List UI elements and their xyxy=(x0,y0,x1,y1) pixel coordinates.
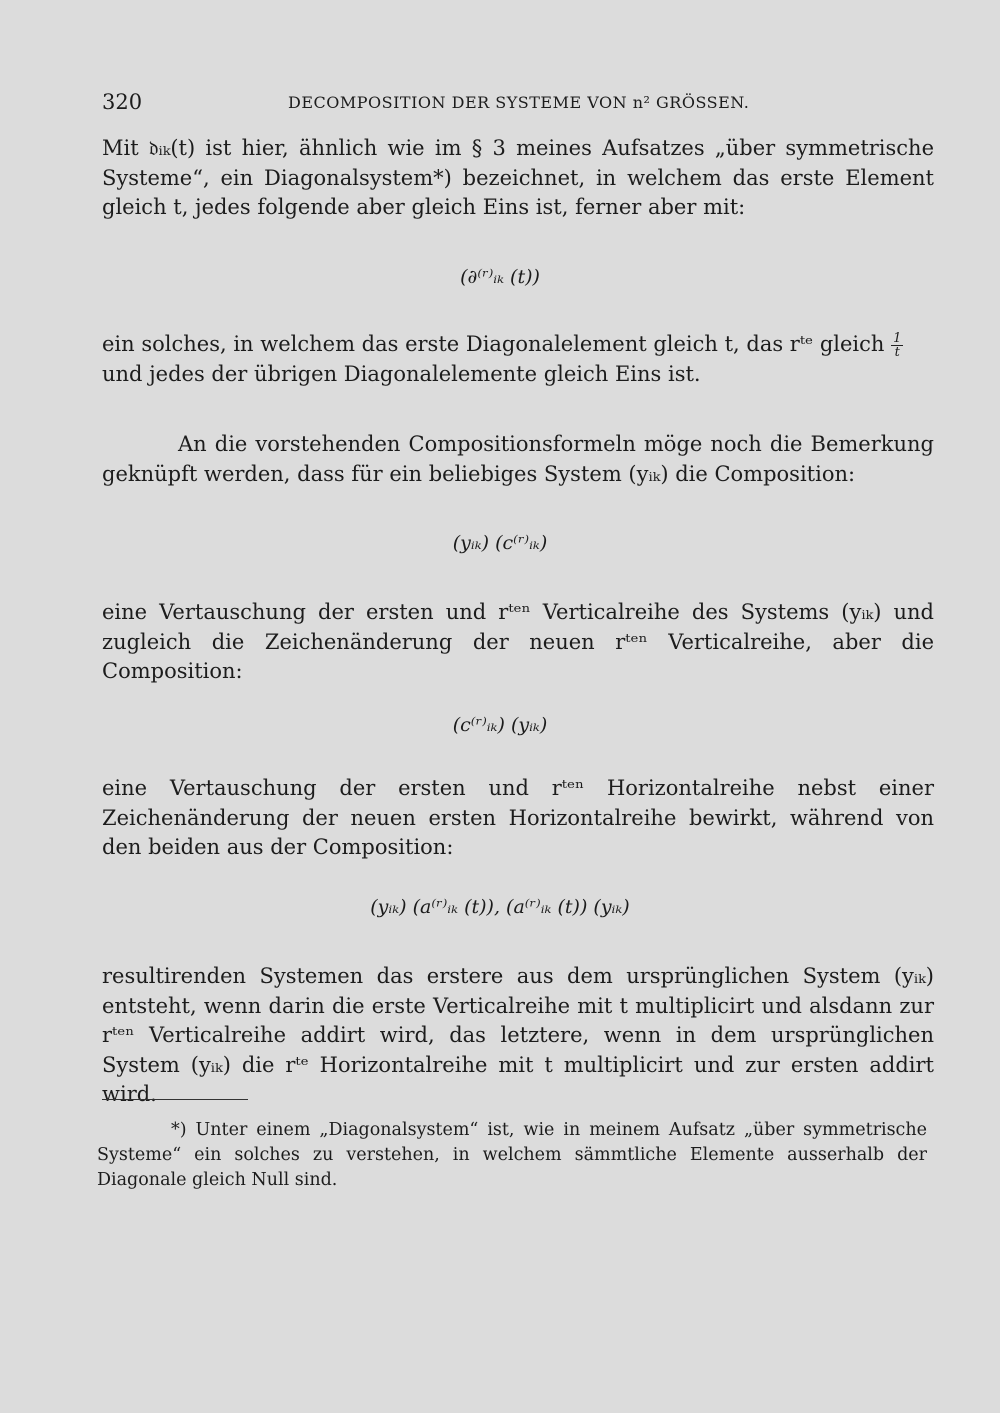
footnote-rule xyxy=(102,1099,248,1100)
footnote-text: *) Unter einem „Diagonalsystem“ ist, wie in meinem Aufsatz „über symmetrische Systeme“ ein solches zu verstehen, in welchem sämmtliche Elemente ausserhalb der Diagonale gleich Null sind. xyxy=(97,1120,927,1190)
formula-delta: (∂⁽ʳ⁾ᵢₖ (t)) xyxy=(460,266,540,288)
fraction-numerator: 1 xyxy=(893,331,902,346)
formula-yc: (yᵢₖ) (c⁽ʳ⁾ᵢₖ) xyxy=(452,532,548,554)
formula-ya-ay: (yᵢₖ) (a⁽ʳ⁾ᵢₖ (t)), (a⁽ʳ⁾ᵢₖ (t)) (yᵢₖ) xyxy=(370,896,630,918)
paragraph-2 xyxy=(102,330,934,389)
footnote xyxy=(97,1118,927,1193)
running-head: DECOMPOSITION DER SYSTEME VON n² GRÖSSEN. xyxy=(288,93,750,112)
paragraph-2-end: und jedes der übrigen Diagonalelemente gleich Eins ist. xyxy=(102,361,701,386)
paragraph-3: An die vorstehenden Compositionsformeln möge noch die Bemerkung geknüpft werden, dass für ein beliebiges System (yᵢₖ) die Composition: xyxy=(102,432,934,486)
paragraph-6: resultirenden Systemen das erstere aus dem ursprünglichen System (yᵢₖ) entsteht, wenn darin die erste Verticalreihe mit t multiplicirt und alsdann zur rᵗᵉⁿ Verticalreihe addirt wird, das letztere, wenn in dem ursprünglichen System (yᵢₖ) die rᵗᵉ Horizontalreihe mit t multiplicirt und zur ersten addirt wird. xyxy=(102,964,934,1106)
formula-cy: (c⁽ʳ⁾ᵢₖ) (yᵢₖ) xyxy=(452,714,548,736)
paragraph-5: eine Vertauschung der ersten und rᵗᵉⁿ Horizontalreihe nebst einer Zeichenänderung der neuen ersten Horizontalreihe bewirkt, während von den beiden aus der Composition: xyxy=(102,776,934,859)
paragraph-4: eine Vertauschung der ersten und rᵗᵉⁿ Verticalreihe des Systems (yᵢₖ) und zugleich die Zeichenänderung der neuen rᵗᵉⁿ Verticalreihe, aber die Composition: xyxy=(102,600,934,683)
fraction-one-over-t xyxy=(891,332,903,359)
paragraph-2-text: ein solches, in welchem das erste Diagonalelement gleich t, das rᵗᵉ gleich xyxy=(102,332,885,356)
fraction-denominator: t xyxy=(894,345,900,360)
page-number: 320 xyxy=(102,90,143,114)
paragraph-1: Mit 𝔡ᵢₖ(t) ist hier, ähnlich wie im § 3 meines Aufsatzes „über symmetrische Systeme“, ein Diagonalsystem*) bezeichnet, in welchem das erste Element gleich t, jedes folgende aber gleich Eins ist, ferner aber mit: xyxy=(102,136,934,219)
